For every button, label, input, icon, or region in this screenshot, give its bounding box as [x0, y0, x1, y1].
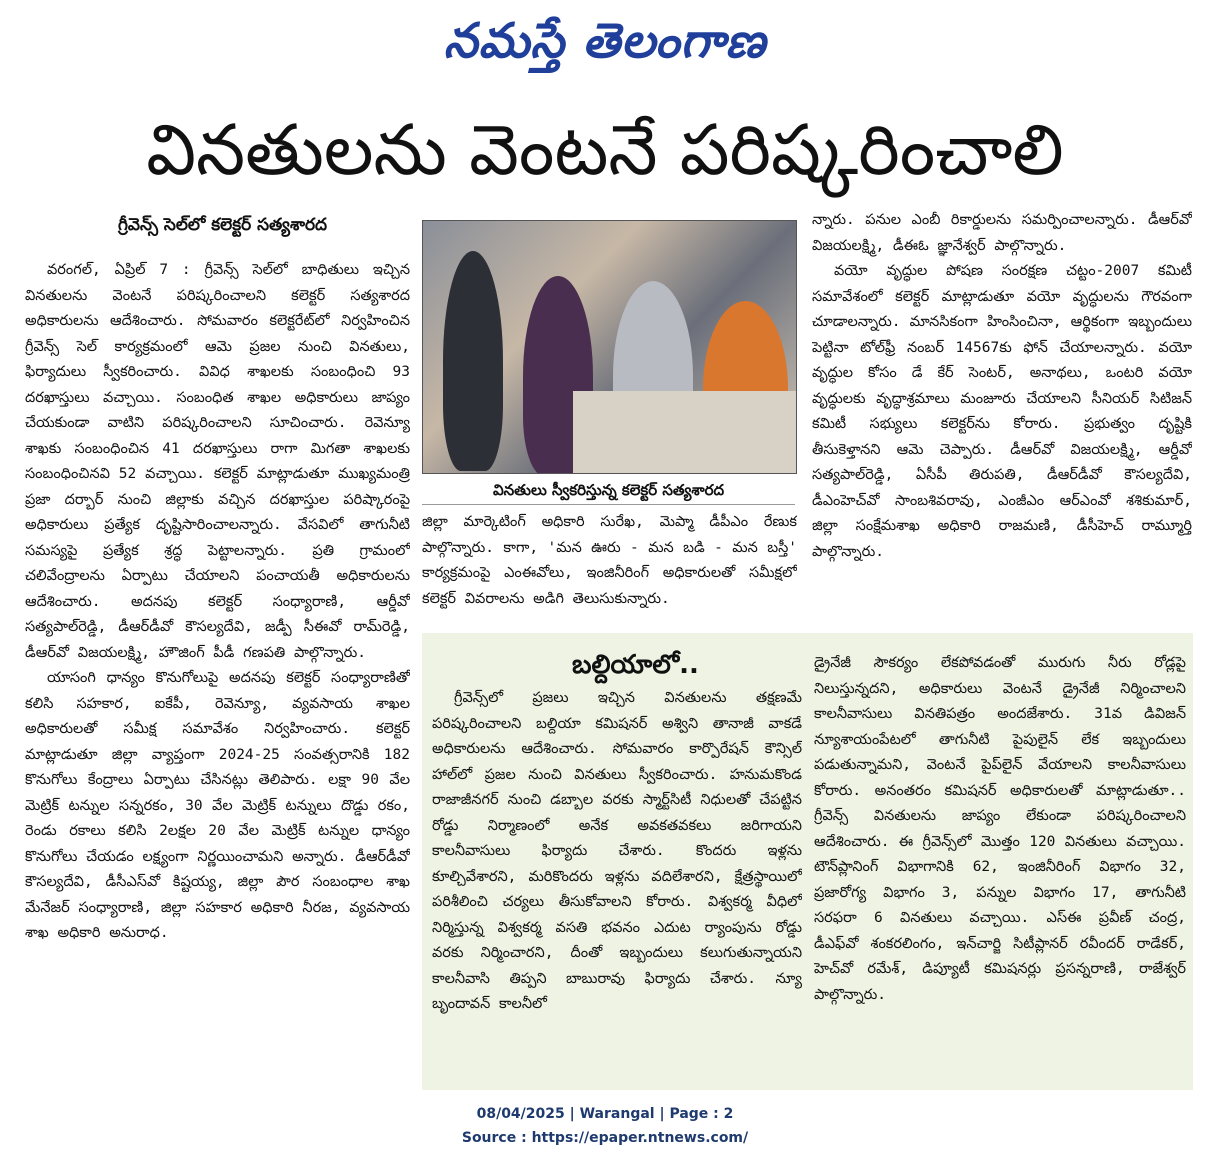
paragraph: వయో వృద్ధుల పోషణ సంరక్షణ చట్టం-2007 కమిటీ సమావేశంలో కలెక్టర్ మాట్లాడుతూ వయో వృద్ధులను గౌరవంగా చూడాలన్నారు. మానసికంగా హింసించినా, ఆర్థికంగా ఇబ్బందులు పెట్టినా టోల్‌ఫ్రీ నంబర్ 14567కు ఫోన్ చేయాలన్నారు. వయో వృద్ధుల కోసం డే కేర్ సెంటర్, అనాథలు, ఒంటరి వయో వృద్ధులకు వృద్ధాశ్రమాలు మంజూరు చేయాలని సీనియర్ సిటిజన్ కమిటీ సభ్యులు కలెక్టర్‌ను కోరారు. ప్రభుత్వం దృష్టికి తీసుకెళ్తానని ఆమె చెప్పారు. డీఆర్‌వో విజయలక్ష్మి, ఆర్డీవో సత్యపాల్‌రెడ్డి, ఏసీపీ తిరుపతి, డీఆర్‌డీవో కౌసల్యదేవి, డీఎంహెచ్‌వో సాంబశివరావు, ఎంజీఎం ఆర్‌ఎంవో శశికుమార్, జిల్లా సంక్షేమశాఖ అధికారి రాజమణి, డీసీహెచ్ రామ్మూర్తి పాల్గొన్నారు.	[812, 263, 1192, 560]
paragraph: జిల్లా మార్కెటింగ్ అధికారి సురేఖ, మెప్మా డీపీఎం రేణుక పాల్గొన్నారు. కాగా, 'మన ఊరు - మన బడి - మన బస్తీ' కార్యక్రమంపై ఎంఈవోలు, ఇంజినీరింగ్ అధికారులతో సమీక్షలో కలెక్టర్ వివరాలను అడిగి తెలుసుకున్నారు.	[422, 514, 797, 607]
news-photo	[422, 220, 797, 474]
baldiya-sidebar-box	[422, 633, 1193, 1090]
page-footer	[380, 1102, 830, 1152]
paragraph: యాసంగి ధాన్యం కొనుగోలుపై అదనపు కలెక్టర్ సంధ్యారాణితో కలిసి సహకార, ఐకేపీ, రెవెన్యూ, వ్యవసాయ శాఖల అధికారులతో సమీక్ష సమావేశం నిర్వహించారు. కలెక్టర్ మాట్లాడుతూ జిల్లా వ్యాప్తంగా 2024-25 సంవత్సరానికి 182 కొనుగోలు కేంద్రాలు ఏర్పాటు చేసినట్లు తెలిపారు. లక్షా 90 వేల మెట్రిక్ టన్నుల సన్నరకం, 30 వేల మెట్రిక్ టన్నులు దొడ్డు రకం, రెండు రకాలు కలిసి 2లక్షల 20 వేల మెట్రిక్ టన్నుల ధాన్యం కొనుగోలు చేయడం లక్ష్యంగా నిర్ణయించామని అన్నారు. డీఆర్‌డీవో కౌసల్యదేవి, డీసీఎస్‌వో కిష్టయ్య, జిల్లా పౌర సంబంధాల శాఖ మేనేజర్ సంధ్యారాణి, జిల్లా సహకార అధికారి నీరజ, వ్యవసాయ శాఖ అధికారి అనురాధ.	[25, 670, 410, 941]
paragraph: వరంగల్, ఏప్రిల్ 7 : గ్రీవెన్స్ సెల్‌లో బాధితులు ఇచ్చిన వినతులను వెంటనే పరిష్కరించాలని కలెక్టర్ సత్యశారద అధికారులను ఆదేశించారు. సోమవారం కలెక్టరేట్‌లో నిర్వహించిన గ్రీవెన్స్ సెల్ కార్యక్రమంలో ఆమె ప్రజల నుంచి వినతులు, ఫిర్యాదులు స్వీకరించారు. వివిధ శాఖలకు సంబంధించి 93 దరఖాస్తులు వచ్చాయి. సంబంధిత శాఖల అధికారులు జాప్యం చేయకుండా వాటిని పరిష్కరించాలని సూచించారు. రెవెన్యూ శాఖకు సంబంధించిన 41 దరఖాస్తులు రాగా మిగతా శాఖలకు సంబంధించినవి 52 వచ్చాయి. కలెక్టర్ మాట్లాడుతూ ముఖ్యమంత్రి ప్రజా దర్బార్ నుంచి జిల్లాకు వచ్చిన దరఖాస్తుల పరిష్కారంపై అధికారులు ప్రత్యేక దృష్టిసారించాలన్నారు. వేసవిలో తాగునీటి సమస్యపై ప్రత్యేక శ్రద్ధ పెట్టాలన్నారు. ప్రతి గ్రామంలో చలివేంద్రాలను ఏర్పాటు చేయాలని పంచాయతీ అధికారులను ఆదేశించారు. అదనపు కలెక్టర్ సంధ్యారాణి, ఆర్డీవో సత్యపాల్‌రెడ్డి, డీఆర్‌డీవో కౌసల్యదేవి, జడ్పీ సీఈవో రామ్‌రెడ్డి, డీఆర్‌వో విజయలక్ష్మి, హౌజింగ్ పీడీ గణపతి పాల్గొన్నారు.	[25, 262, 410, 661]
article-column-1	[25, 258, 410, 1106]
photo-caption: వినతులు స్వీకరిస్తున్న కలెక్టర్ సత్యశారద	[422, 476, 795, 505]
sidebar-column-2	[814, 651, 1186, 1081]
sidebar-column-1	[432, 686, 802, 1086]
article-subheadline: గ్రీవెన్స్ సెల్‌లో కలెక్టర్ సత్యశారద	[117, 215, 328, 235]
newspaper-masthead: నమస్తే తెలంగాణ	[443, 13, 767, 69]
paragraph: డ్రైనేజీ సౌకర్యం లేకపోవడంతో మురుగు నీరు రోడ్లపై నిలుస్తున్నదని, అధికారులు వెంటనే డ్రైనేజీ నిర్మించాలని కాలనీవాసులు వినతిపత్రం అందజేశారు. 31వ డివిజన్ న్యూశాయంపేటలో తాగునీటి పైపులైన్ లేక ఇబ్బందులు పడుతున్నామని, వెంటనే పైప్‌లైన్ వేయాలని కాలనీవాసులు కోరారు. అనంతరం కమిషనర్ అధికారులతో మాట్లాడుతూ.. గ్రీవెన్స్ వినతులను జాప్యం లేకుండా పరిష్కరించాలని ఆదేశించారు. ఈ గ్రీవెన్స్‌లో మొత్తం 120 వినతులు వచ్చాయి. టౌన్‌ప్లానింగ్ విభాగానికి 62, ఇంజినీరింగ్ విభాగం 32, ప్రజారోగ్య విభాగం 3, పన్నుల విభాగం 17, తాగునీటి సరఫరా 6 వినతులు వచ్చాయి. ఎస్‌ఈ ప్రవీణ్ చంద్ర, డీఎఫ్‌వో శంకరలింగం, ఇన్‌చార్జి సిటీప్లానర్ రవీందర్ రాడేకర్, హెచ్‌వో రమేశ్, డిప్యూటీ కమిషనర్లు ప్రసన్నరాణి, రాజేశ్వర్ పాల్గొన్నారు.	[814, 655, 1186, 1003]
article-column-3	[812, 208, 1192, 618]
paragraph: న్నారు. పనుల ఎంబీ రికార్డులను సమర్పించాలన్నారు. డీఆర్‌వో విజయలక్ష్మి, డీఈఓ జ్ఞానేశ్వర్ పాల్గొన్నారు.	[812, 212, 1192, 254]
paragraph: గ్రీవెన్స్‌లో ప్రజలు ఇచ్చిన వినతులను తక్షణమే పరిష్కరించాలని బల్దియా కమిషనర్ అశ్విని తానాజీ వాకడే అధికారులను ఆదేశించారు. సోమవారం కార్పొరేషన్ కౌన్సిల్ హాల్‌లో ప్రజల నుంచి వినతులు స్వీకరించారు. హనుమకొండ రాజాజీనగర్ నుంచి డబ్బాల వరకు స్మార్ట్‌సిటీ నిధులతో చేపట్టిన రోడ్డు నిర్మాణంలో అనేక అవకతవకలు జరిగాయని కాలనీవాసులు ఫిర్యాదు చేశారు. కొందరు ఇళ్లను కూల్చివేశారని, మరికొందరు ఇళ్లను వదిలేశారని, క్షేత్రస్థాయిలో పరిశీలించి చర్యలు తీసుకోవాలని కోరారు. విశ్వకర్మ వీధిలో నిర్మిస్తున్న విశ్వకర్మ వసతి భవనం ఎదుట ర్యాంపును రోడ్డు వరకు నిర్మించారని, దీంతో ఇబ్బందులు కలుగుతున్నాయని కాలనీవాసి తిప్పని బాబురావు ఫిర్యాదు చేశారు. న్యూ బృందావన్ కాలనీలో	[432, 690, 802, 1012]
sidebar-box-title: బల్దియాలో..	[572, 650, 699, 680]
article-column-2	[422, 510, 797, 625]
article-headline: వినతులను వెంటనే పరిష్కరించాలి	[146, 109, 1064, 191]
footer-source: Source : https://epaper.ntnews.com/	[461, 1130, 749, 1146]
footer-date-edition: 08/04/2025 | Warangal | Page : 2	[476, 1106, 734, 1122]
